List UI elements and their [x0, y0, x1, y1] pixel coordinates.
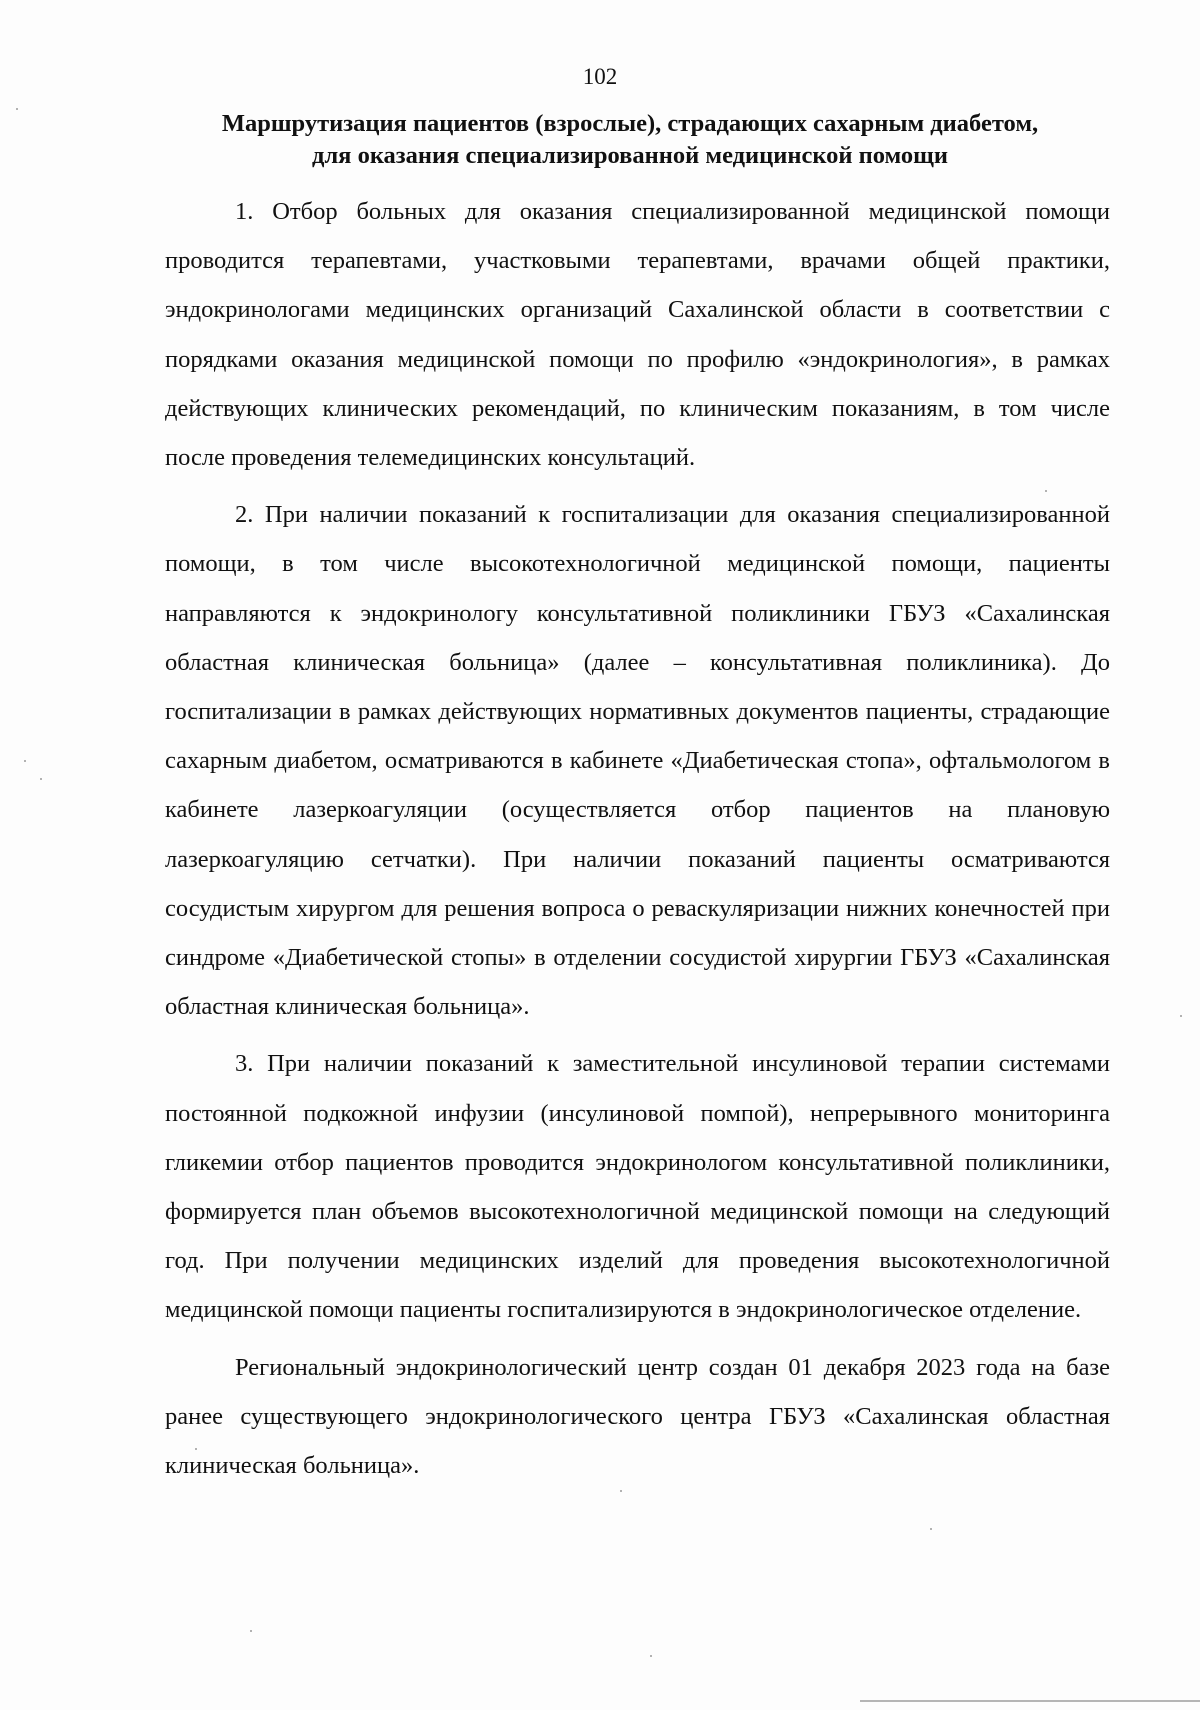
scan-speck: [620, 1490, 622, 1492]
title-line-2: для оказания специализированной медицинской помощи: [312, 142, 948, 169]
document-body: [165, 187, 1110, 1498]
paragraph-3: 3. При наличии показаний к заместительной инсулиновой терапии системами постоянной подкожной инфузии (инсулиновой помпой), непрерывного мониторинга гликемии отбор пациентов проводится эндокринологом консультативной поликлиники, формируется план объемов высокотехнологичной медицинской помощи на следующий год. При получении медицинских изделий для проведения высокотехнологичной медицинской помощи пациенты госпитализируются в эндокринологическое отделение.: [165, 1050, 1110, 1324]
scan-speck: [16, 108, 18, 110]
paragraph-1: 1. Отбор больных для оказания специализированной медицинской помощи проводится терапевтами, участковыми терапевтами, врачами общей практики, эндокринологами медицинских организаций Сахалинской области в соответствии с порядками оказания медицинской помощи по профилю «эндокринология», в рамках действующих клинических рекомендаций, по клиническим показаниям, в том числе после проведения телемедицинских консультаций.: [165, 198, 1110, 472]
scan-speck: [650, 1655, 652, 1657]
scan-speck: [1045, 490, 1047, 492]
scan-speck: [930, 1528, 932, 1530]
scan-speck: [250, 1630, 252, 1632]
page-number: 102: [582, 64, 618, 89]
paragraph-2: 2. При наличии показаний к госпитализации для оказания специализированной помощи, в том числе высокотехнологичной медицинской помощи, пациенты направляются к эндокринологу консультативной поликлиники ГБУЗ «Сахалинская областная клиническая больница» (далее – консультативная поликлиника). До госпитализации в рамках действующих нормативных документов пациенты, страдающие сахарным диабетом, осматриваются в кабинете «Диабетическая стопа», офтальмологом в кабинете лазеркоагуляции (осуществляется отбор пациентов на плановую лазеркоагуляцию сетчатки). При наличии показаний пациенты осматриваются сосудистым хирургом для решения вопроса о реваскуляризации нижних конечностей при синдроме «Диабетической стопы» в отделении сосудистой хирургии ГБУЗ «Сахалинская областная клиническая больница».: [165, 501, 1110, 1021]
scan-speck: [24, 760, 26, 762]
paragraph-4: Региональный эндокринологический центр создан 01 декабря 2023 года на базе ранее существующего эндокринологического центра ГБУЗ «Сахалинская областная клиническая больница».: [165, 1353, 1110, 1480]
scan-speck: [40, 778, 42, 780]
scan-speck: [195, 1448, 197, 1450]
scan-edge-line: [860, 1700, 1200, 1702]
scan-speck: [1180, 1015, 1182, 1017]
document-title: [150, 108, 1110, 172]
title-line-1: Маршрутизация пациентов (взрослые), страдающих сахарным диабетом,: [221, 110, 1039, 137]
